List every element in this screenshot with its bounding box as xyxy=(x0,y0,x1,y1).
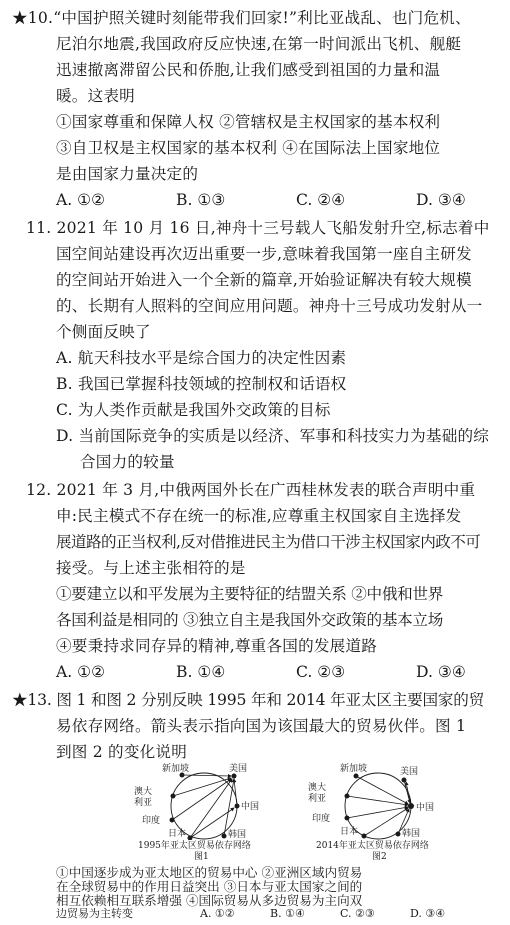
node-label: 韩国 xyxy=(402,829,421,839)
q11-option-a: A. 航天科技水平是综合国力的决定性因素 xyxy=(56,349,347,367)
q11-line: 个侧面反映了 xyxy=(56,323,151,341)
node-label: 中国 xyxy=(241,802,260,812)
q10-options xyxy=(56,190,496,210)
figure-1 xyxy=(112,762,282,840)
q10-line: 尼泊尔地震,我国政府反应快速,在第一时间派出飞机、舰艇 xyxy=(56,35,462,53)
option-a: A. ①② xyxy=(56,663,106,681)
node-label: 新加坡 xyxy=(340,764,368,774)
q10-line: 暖。这表明 xyxy=(56,87,135,105)
q13-line: 易依存网络。箭头表示指向国为该国最大的贸易伙伴。图 1 xyxy=(56,717,467,735)
q11-line: 11. 2021 年 10 月 16 日,神舟十三号载人飞船发射升空,标志着中 xyxy=(26,219,490,237)
option-b: B. ①③ xyxy=(176,191,226,209)
option-b: B. ①④ xyxy=(270,907,305,920)
option-c: C. ②④ xyxy=(296,191,346,209)
node-label: 美国 xyxy=(229,764,248,774)
option-d: D. ③④ xyxy=(410,907,446,920)
q11-option-b: B. 我国已掌握科技领域的控制权和话语权 xyxy=(56,375,347,393)
q13-after-line: ①中国逐步成为亚太地区的贸易中心 ②亚洲区域内贸易 xyxy=(56,865,363,880)
node-label: 美国 xyxy=(400,767,419,777)
option-b: B. ①④ xyxy=(176,663,226,681)
q11-option-d: D. 当前国际竞争的实质是以经济、军事和科技实力为基础的综 xyxy=(56,427,490,445)
node-label: 韩国 xyxy=(228,830,247,840)
q13-after-line: 相互依赖相互联系增强 ④国际贸易从多边贸易为主向双 xyxy=(56,893,363,908)
option-c: C. ②③ xyxy=(340,907,375,920)
option-d: D. ③④ xyxy=(416,663,466,681)
q13-line: ★13. 图 1 和图 2 分别反映 1995 年和 2014 年亚太区主要国家的贸 xyxy=(12,691,485,709)
q10-line: 是由国家力量决定的 xyxy=(56,165,199,183)
q11-option-c: C. 为人类作贡献是我国外交政策的目标 xyxy=(56,401,331,419)
q10-line: ①国家尊重和保障人权 ②管辖权是主权国家的基本权利 xyxy=(56,113,441,131)
q12-line: 接受。与上述主张相符的是 xyxy=(56,559,246,577)
figure-2-network xyxy=(292,762,462,840)
node-label: 利亚 xyxy=(134,798,153,808)
figure-1-network xyxy=(112,762,282,840)
node-label: 日本 xyxy=(168,829,187,839)
q11-option-d-cont: 合国力的较量 xyxy=(80,453,175,471)
q11-line: 的空间站开始进入一个全新的篇章,开始验证解决有较大规模 xyxy=(56,271,472,289)
q12-options xyxy=(56,662,496,682)
q13-after-line: 在全球贸易中的作用日益突出 ③日本与亚太国家之间的 xyxy=(56,879,363,894)
q13-after-line: 边贸易为主转变 xyxy=(56,907,133,920)
q11-line: 国空间站建设再次迈出重要一步,意味着我国第一座自主研发 xyxy=(56,245,472,263)
figure-2 xyxy=(292,762,462,840)
q12-line: 展道路的正当权利,反对借推进民主为借口干涉主权国家内政不可 xyxy=(56,533,481,551)
option-d: D. ③④ xyxy=(416,191,466,209)
figure-2-caption: 2014年亚太区贸易依存网络 xyxy=(316,841,429,851)
q12-line: ④要秉持求同存异的精神,尊重各国的发展道路 xyxy=(56,637,378,655)
q12-line: 申:民主模式不存在统一的标准,应尊重主权国家自主选择发 xyxy=(56,507,462,525)
node-label: 印度 xyxy=(312,814,331,824)
node-label: 澳大 xyxy=(134,787,153,797)
option-a: A. ①② xyxy=(56,191,106,209)
q10-line: ③自卫权是主权国家的基本权利 ④在国际法上国家地位 xyxy=(56,139,441,157)
q13-options xyxy=(200,908,490,920)
q10-line: 迅速撤离滞留公民和侨胞,让我们感受到祖国的力量和温 xyxy=(56,61,441,79)
q12-line: 各国利益是相同的 ③独立自主是我国外交政策的基本立场 xyxy=(56,611,444,629)
q11-line: 的、长期有人照料的空间应用问题。神舟十三号成功发射从一 xyxy=(56,297,483,315)
q12-line: ①要建立以和平发展为主要特征的结盟关系 ②中俄和世界 xyxy=(56,585,444,603)
option-c: C. ②③ xyxy=(296,663,346,681)
q12-line: 12. 2021 年 3 月,中俄两国外长在广西桂林发表的联合声明中重 xyxy=(26,481,476,499)
figure-2-label: 图2 xyxy=(372,852,387,862)
option-a: A. ①② xyxy=(200,907,235,920)
node-label: 利亚 xyxy=(308,794,327,804)
node-label: 新加坡 xyxy=(162,764,190,774)
q10-line: ★10.“中国护照关键时刻能带我们回家!”利比亚战乱、也门危机、 xyxy=(12,9,471,27)
node-label: 日本 xyxy=(340,827,359,837)
node-label: 中国 xyxy=(416,803,435,813)
node-label: 澳大 xyxy=(308,783,327,793)
figure-1-label: 图1 xyxy=(194,852,209,862)
node-label: 印度 xyxy=(142,816,161,826)
figure-1-caption: 1995年亚太区贸易依存网络 xyxy=(138,841,251,851)
q13-line: 到图 2 的变化说明 xyxy=(56,743,187,761)
